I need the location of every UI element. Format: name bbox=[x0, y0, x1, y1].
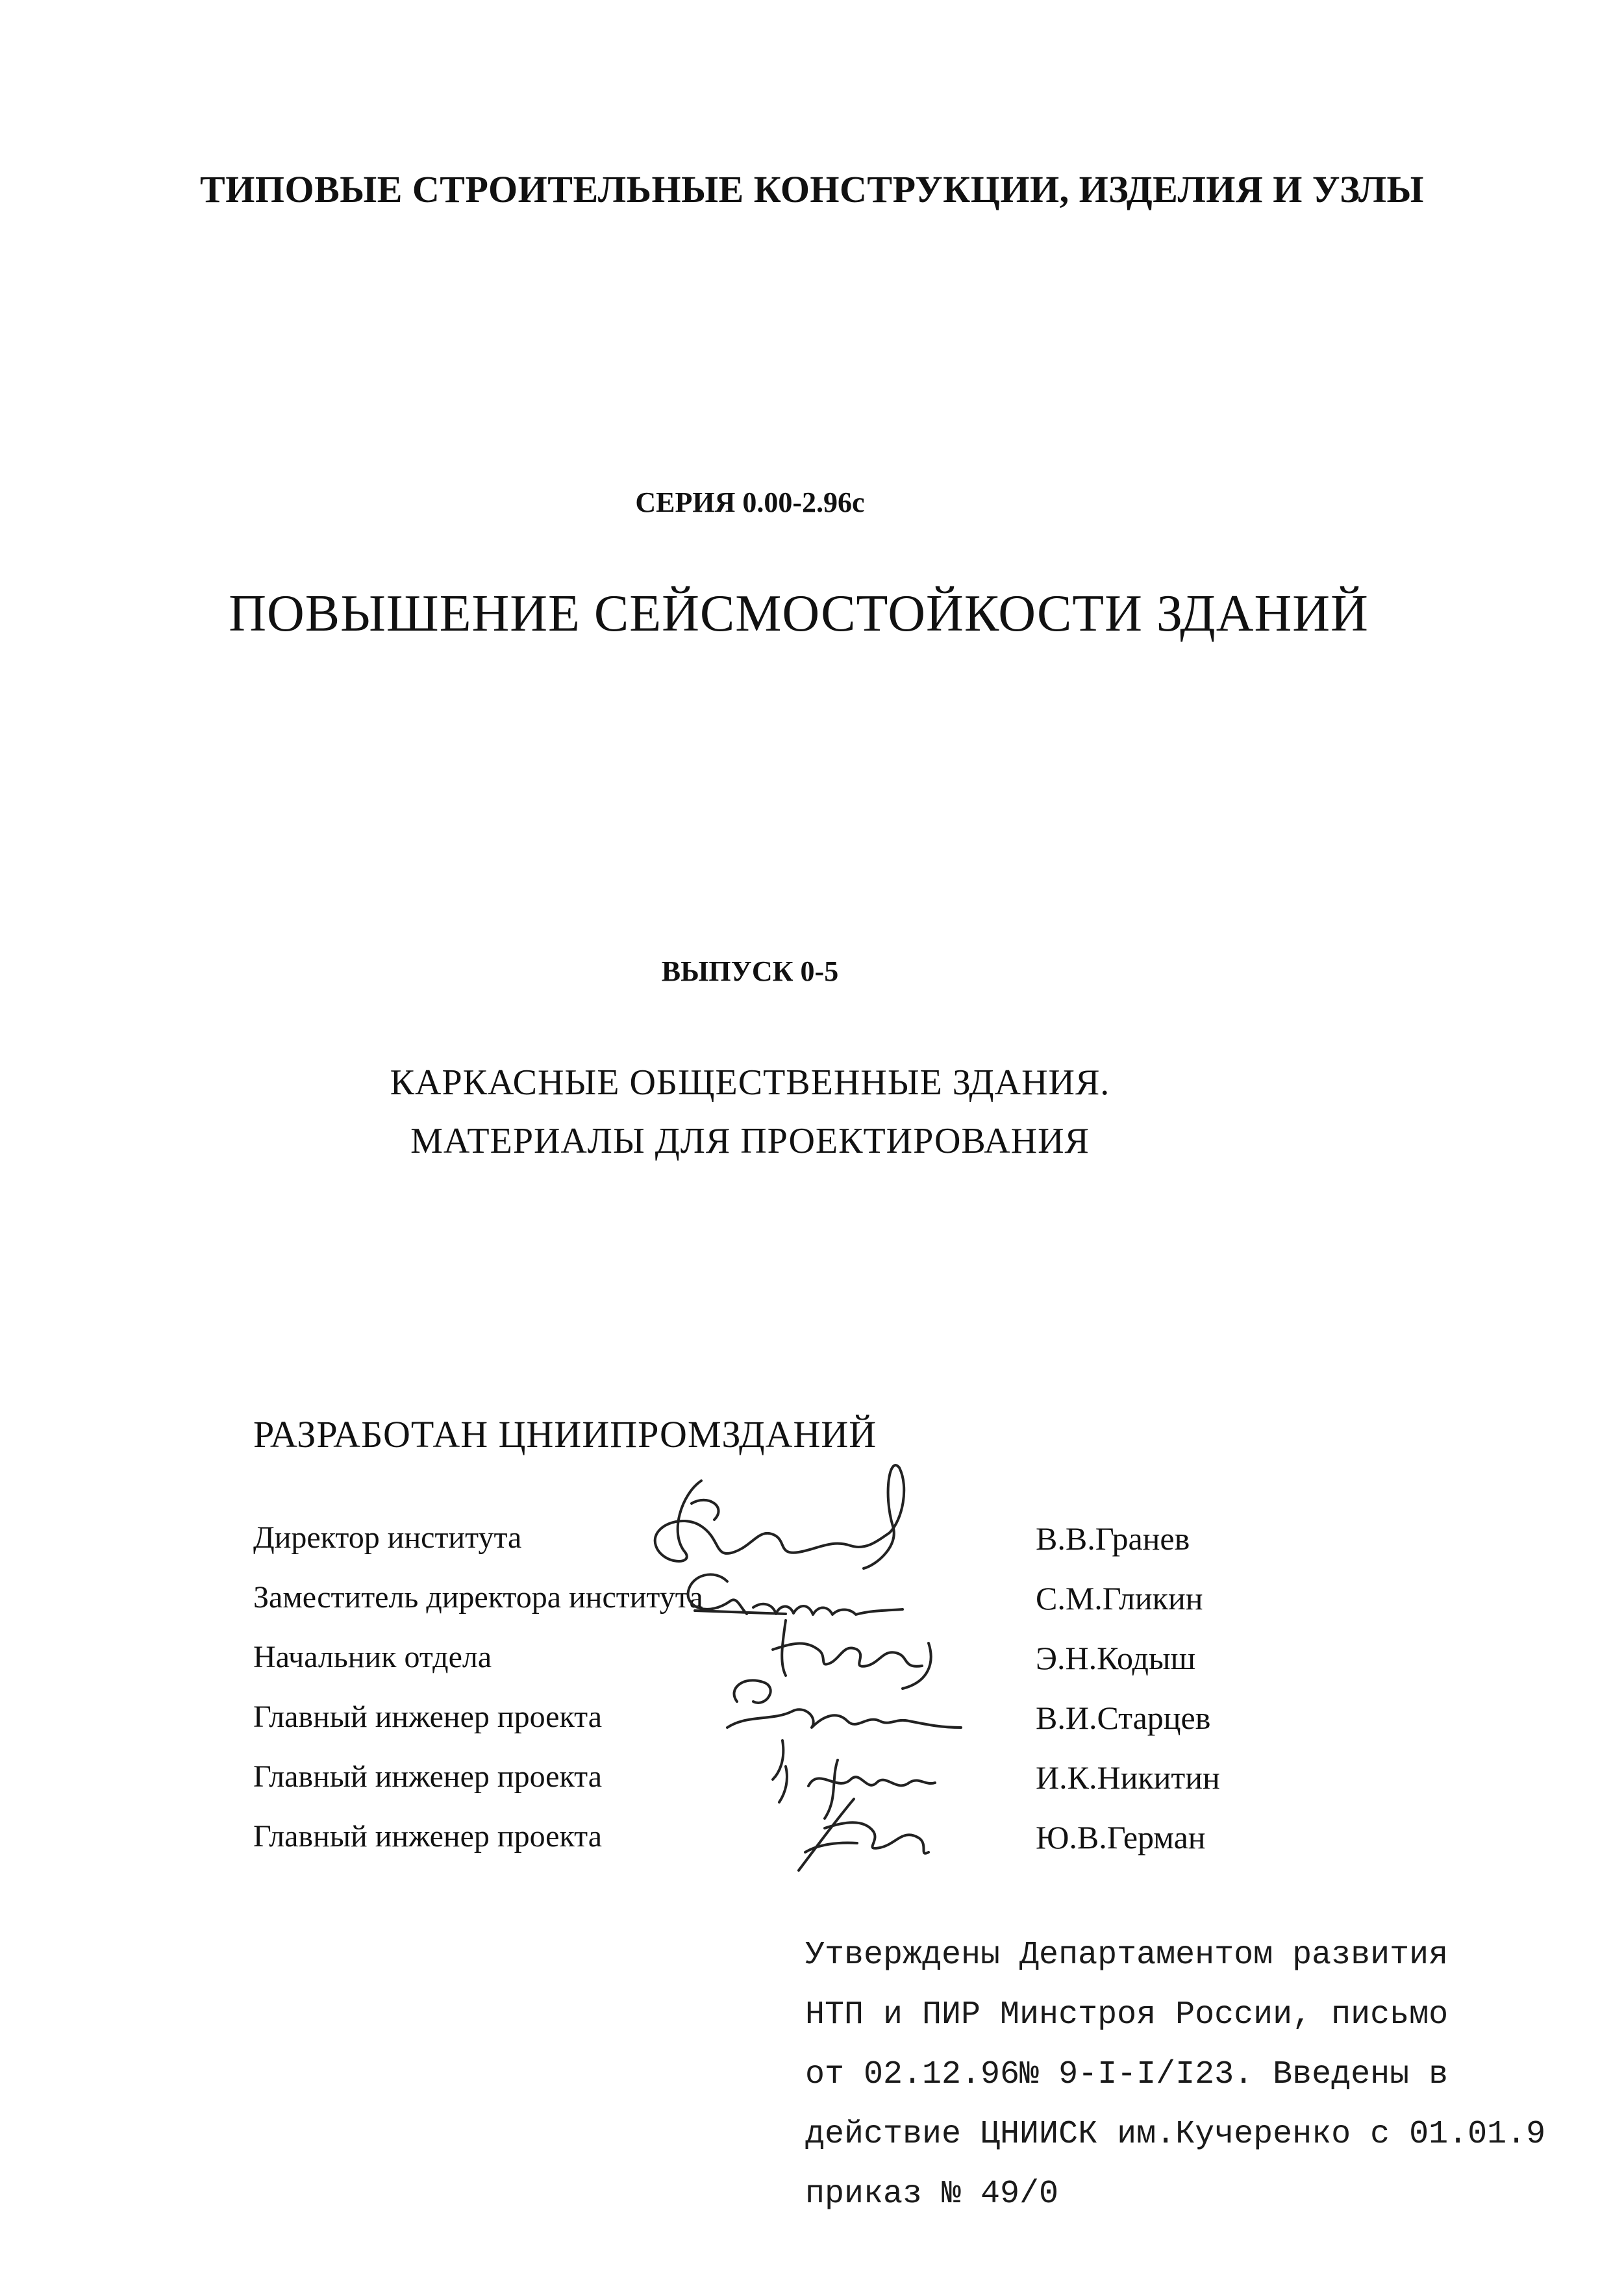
signature-chief-engineer-3 bbox=[799, 1799, 929, 1870]
staff-name: В.В.Гранев bbox=[1036, 1520, 1190, 1557]
signature-director bbox=[655, 1465, 905, 1568]
approval-line: действие ЦНИИСК им.Кучеренко с 01.01.9 bbox=[805, 2116, 1546, 2153]
staff-name: С.М.Гликин bbox=[1036, 1580, 1203, 1616]
staff-role: Главный инженер проекта bbox=[253, 1700, 603, 1734]
approval-line: НТП и ПИР Минстроя России, письмо bbox=[805, 1996, 1449, 2033]
staff-name: Э.Н.Кодыш bbox=[1036, 1640, 1196, 1676]
subtitle-line-2: МАТЕРИАЛЫ ДЛЯ ПРОЕКТИРОВАНИЯ bbox=[410, 1121, 1090, 1161]
developer-label: РАЗРАБОТАН ЦНИИПРОМЗДАНИЙ bbox=[253, 1413, 877, 1455]
signatures-graphic bbox=[623, 1455, 1091, 1922]
subtitle-line-1: КАРКАСНЫЕ ОБЩЕСТВЕННЫЕ ЗДАНИЯ. bbox=[390, 1062, 1110, 1103]
staff-role: Главный инженер проекта bbox=[253, 1759, 603, 1794]
header-title: ТИПОВЫЕ СТРОИТЕЛЬНЫЕ КОНСТРУКЦИИ, ИЗДЕЛИЯ И УЗЛЫ bbox=[200, 168, 1424, 210]
issue-label: ВЫПУСК 0-5 bbox=[661, 955, 839, 987]
staff-role: Заместитель директора института bbox=[253, 1580, 703, 1615]
main-title: ПОВЫШЕНИЕ СЕЙСМОСТОЙКОСТИ ЗДАНИЙ bbox=[229, 585, 1369, 642]
staff-name: И.К.Никитин bbox=[1036, 1759, 1220, 1796]
signature-department-head bbox=[773, 1620, 931, 1689]
staff-name: Ю.В.Герман bbox=[1036, 1819, 1206, 1855]
staff-role: Директор института bbox=[253, 1520, 522, 1555]
staff-role: Главный инженер проекта bbox=[253, 1819, 603, 1854]
approval-line: Утверждены Департаментом развития bbox=[805, 1937, 1449, 1974]
approval-line: от 02.12.96№ 9-I-I/I23. Введены в bbox=[805, 2056, 1449, 2093]
signature-deputy bbox=[688, 1574, 903, 1615]
signature-chief-engineer-2 bbox=[779, 1766, 935, 1802]
series-label: СЕРИЯ 0.00-2.96с bbox=[635, 486, 865, 518]
staff-role: Начальник отдела bbox=[253, 1640, 492, 1674]
approval-note bbox=[805, 1926, 1545, 2224]
approval-line: приказ № 49/0 bbox=[805, 2176, 1059, 2213]
staff-name: В.И.Старцев bbox=[1036, 1700, 1211, 1736]
signature-chief-engineer-1 bbox=[727, 1709, 961, 1728]
